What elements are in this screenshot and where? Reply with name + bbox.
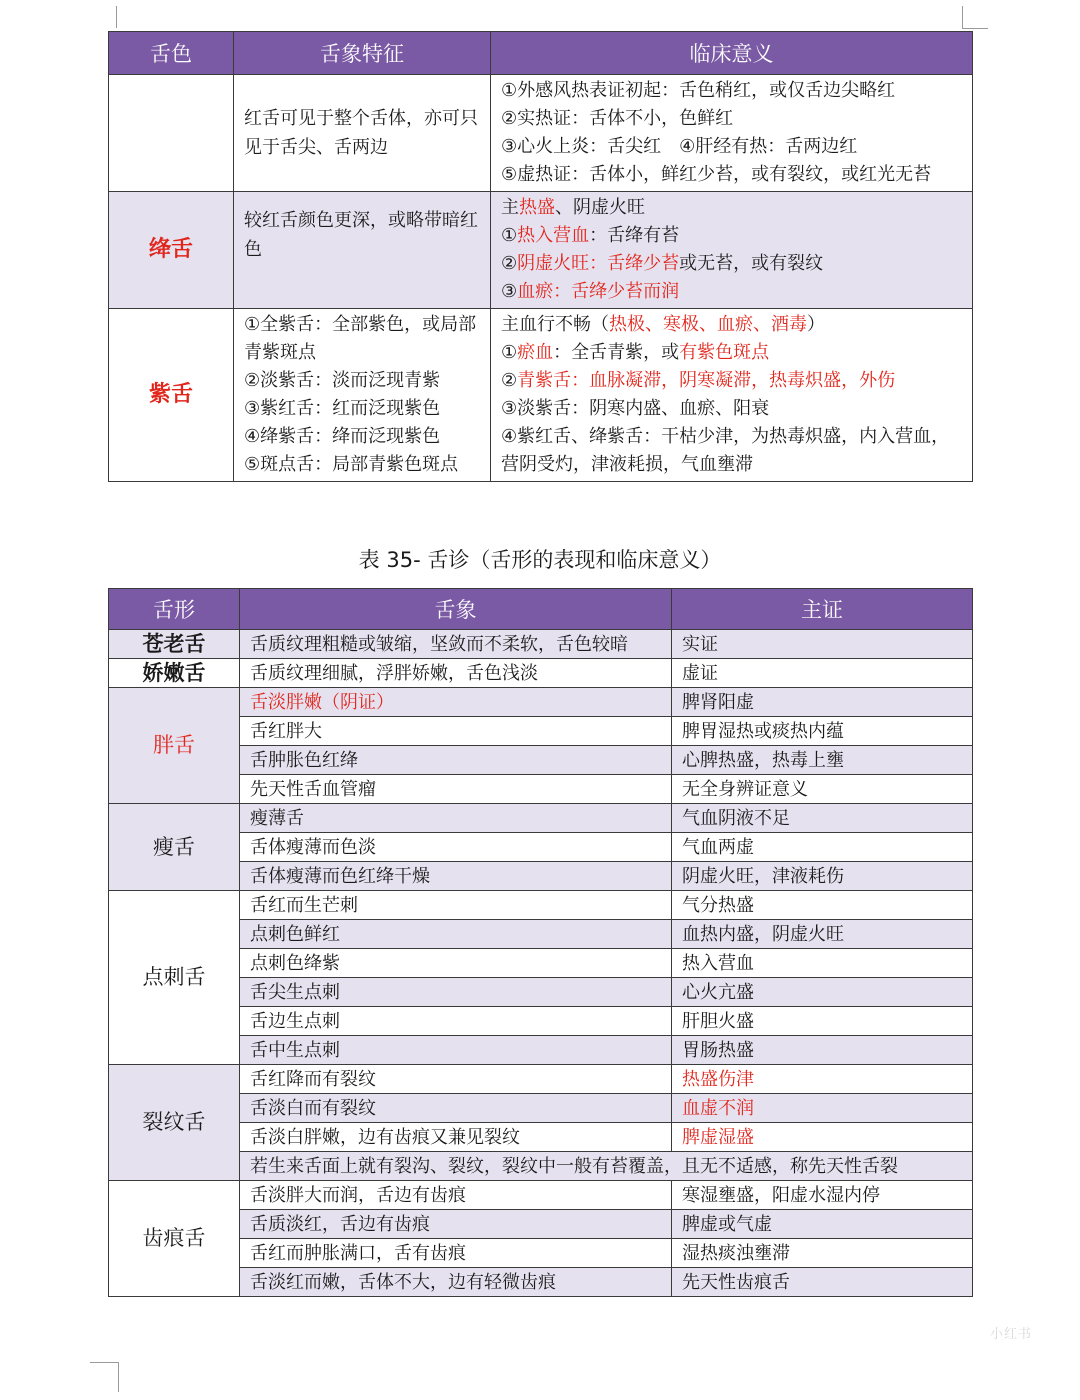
syndrome: 胃肠热盛 [672, 1036, 973, 1065]
meaning-line: ②实热证：舌体不小，色鲜红 [501, 108, 734, 129]
tongue-shape-name: 苍老舌 [109, 630, 240, 659]
meaning-text: ：全舌青紫，或 [553, 342, 680, 363]
meaning-line: ⑤虚热证：舌体小，鲜红少苔，或有裂纹，或红光无苔 [501, 164, 932, 185]
tongue-feature: 红舌可见于整个舌体，亦可只见于舌尖、舌两边 [234, 75, 491, 192]
tongue-sign: 舌红而肿胀满口，舌有齿痕 [240, 1239, 672, 1268]
syndrome: 心火亢盛 [672, 978, 973, 1007]
tongue-shape-table [108, 588, 973, 1297]
syndrome: 湿热痰浊壅滞 [672, 1239, 973, 1268]
meaning-highlight: 阴虚火旺：舌绛少苔 [517, 253, 680, 274]
tongue-sign: 舌边生点刺 [240, 1007, 672, 1036]
tongue-sign: 舌淡白而有裂纹 [240, 1094, 672, 1123]
meaning-text: 、阴虚火旺 [555, 197, 645, 218]
meaning-line [501, 278, 962, 306]
table-row [109, 688, 973, 717]
table-header-row [109, 589, 973, 630]
column-header: 舌象 [240, 589, 672, 630]
tongue-sign: 舌淡白胖嫩，边有齿痕又兼见裂纹 [240, 1123, 672, 1152]
meaning-line [501, 222, 962, 250]
feature-line: ⑤斑点舌：局部青紫色斑点 [244, 454, 459, 475]
tongue-sign: 点刺色鲜红 [240, 920, 672, 949]
syndrome: 血虚不润 [672, 1094, 973, 1123]
syndrome: 气血两虚 [672, 833, 973, 862]
tongue-sign: 先天性舌血管瘤 [240, 775, 672, 804]
tongue-color-name: 紫舌 [109, 309, 234, 482]
syndrome: 脾胃湿热或痰热内蕴 [672, 717, 973, 746]
clinical-meaning [491, 309, 973, 482]
table-row [109, 891, 973, 920]
tongue-sign: 舌体瘦薄而色红绛干燥 [240, 862, 672, 891]
clinical-meaning [491, 192, 973, 309]
tongue-shape-name: 瘦舌 [109, 804, 240, 891]
syndrome: 气分热盛 [672, 891, 973, 920]
meaning-line [501, 250, 962, 278]
tongue-color-table [108, 31, 973, 482]
tongue-sign: 点刺色绛紫 [240, 949, 672, 978]
meaning-text: 主 [501, 197, 519, 218]
meaning-highlight: 热入营血 [517, 225, 590, 246]
meaning-line [501, 194, 962, 222]
syndrome: 气血阴液不足 [672, 804, 973, 833]
tongue-shape-name: 娇嫩舌 [109, 659, 240, 688]
tongue-sign: 舌肿胀色红绛 [240, 746, 672, 775]
feature-line: ②淡紫舌：淡而泛现青紫 [244, 370, 441, 391]
tongue-sign: 舌红降而有裂纹 [240, 1065, 672, 1094]
crop-mark-top-right-horizontal [962, 28, 988, 29]
table-row-red-tongue [109, 75, 973, 192]
table-row [109, 1181, 973, 1210]
meaning-highlight: 热盛 [519, 197, 555, 218]
tongue-shape-name: 齿痕舌 [109, 1181, 240, 1297]
meaning-highlight: 血瘀：舌绛少苔而润 [517, 281, 680, 302]
syndrome: 虚证 [672, 659, 973, 688]
table-row [109, 1065, 973, 1094]
feature-line: ④绛紫舌：绛而泛现紫色 [244, 426, 441, 447]
meaning-text: ② [501, 370, 518, 391]
tongue-sign: 舌淡红而嫩，舌体不大，边有轻微齿痕 [240, 1268, 672, 1297]
column-header: 临床意义 [491, 32, 973, 75]
meaning-text: ：舌绛有苔 [589, 225, 680, 246]
table-header-row [109, 32, 973, 75]
column-header: 舌色 [109, 32, 234, 75]
tongue-feature [234, 309, 491, 482]
table-row [109, 659, 973, 688]
tongue-shape-name: 点刺舌 [109, 891, 240, 1065]
meaning-line: ④紫红舌、绛紫舌：干枯少津，为热毒炽盛，内入营血，营阴受灼，津液耗损，气血壅滞 [501, 426, 950, 475]
tongue-sign: 舌尖生点刺 [240, 978, 672, 1007]
syndrome: 脾虚湿盛 [672, 1123, 973, 1152]
table-row-purple-tongue [109, 309, 973, 482]
meaning-line: ③心火上炎：舌尖红 ④肝经有热：舌两边红 [501, 136, 858, 157]
meaning-text: ① [501, 225, 518, 246]
syndrome: 脾虚或气虚 [672, 1210, 973, 1239]
crop-mark-bottom-left-horizontal [90, 1362, 118, 1363]
tongue-feature: 较红舌颜色更深，或略带暗红色 [234, 192, 491, 309]
meaning-line: ③淡紫舌：阴寒内盛、血瘀、阳衰 [501, 398, 770, 419]
tongue-sign: 舌中生点刺 [240, 1036, 672, 1065]
syndrome: 无全身辨证意义 [672, 775, 973, 804]
tongue-sign: 舌淡胖大而润，舌边有齿痕 [240, 1181, 672, 1210]
tongue-color-name-empty [109, 75, 234, 192]
crop-mark-bottom-left-vertical [118, 1362, 119, 1392]
meaning-line [501, 367, 962, 395]
syndrome: 肝胆火盛 [672, 1007, 973, 1036]
column-header: 舌形 [109, 589, 240, 630]
tongue-sign: 舌质纹理粗糙或皱缩，坚敛而不柔软，舌色较暗 [240, 630, 672, 659]
table-row [109, 630, 973, 659]
syndrome: 热盛伤津 [672, 1065, 973, 1094]
meaning-text: 主血行不畅（ [501, 314, 609, 335]
syndrome: 先天性齿痕舌 [672, 1268, 973, 1297]
tongue-shape-name: 裂纹舌 [109, 1065, 240, 1181]
table-row-crimson-tongue [109, 192, 973, 309]
tongue-sign: 舌质纹理细腻，浮胖娇嫩，舌色浅淡 [240, 659, 672, 688]
meaning-line [501, 339, 962, 367]
syndrome: 阴虚火旺，津液耗伤 [672, 862, 973, 891]
meaning-text: ② [501, 253, 518, 274]
tongue-sign: 舌质淡红，舌边有齿痕 [240, 1210, 672, 1239]
crop-mark-top-left [116, 6, 117, 28]
tongue-sign: 舌体瘦薄而色淡 [240, 833, 672, 862]
meaning-highlight: 瘀血 [517, 342, 554, 363]
meaning-highlight: 有紫色斑点 [679, 342, 770, 363]
meaning-highlight: 青紫舌：血脉凝滞，阴寒凝滞，热毒炽盛，外伤 [517, 370, 896, 391]
watermark-logo: 小红书 [989, 1327, 1032, 1342]
tongue-sign: 瘦薄舌 [240, 804, 672, 833]
column-header: 主证 [672, 589, 973, 630]
meaning-line: ①外感风热表证初起：舌色稍红，或仅舌边尖略红 [501, 80, 896, 101]
syndrome: 热入营血 [672, 949, 973, 978]
tongue-sign: 舌淡胖嫩（阴证） [240, 688, 672, 717]
tongue-sign: 舌红胖大 [240, 717, 672, 746]
crop-mark-top-right-vertical [962, 6, 963, 28]
meaning-line [501, 311, 962, 339]
tongue-color-name: 绛舌 [109, 192, 234, 309]
table-title: 表 35- 舌诊（舌形的表现和临床意义） [358, 548, 722, 572]
meaning-text: ① [501, 342, 518, 363]
meaning-text: 或无苔，或有裂纹 [679, 253, 824, 274]
tongue-sign-note: 若生来舌面上就有裂沟、裂纹，裂纹中一般有苔覆盖，且无不适感，称先天性舌裂 [240, 1152, 973, 1181]
meaning-text: ③ [501, 281, 518, 302]
column-header: 舌象特征 [234, 32, 491, 75]
syndrome: 脾肾阳虚 [672, 688, 973, 717]
tongue-sign: 舌红而生芒刺 [240, 891, 672, 920]
table-row [109, 804, 973, 833]
meaning-text: ） [807, 314, 825, 335]
meaning-highlight: 热极、寒极、血瘀、酒毒 [609, 314, 807, 335]
tongue-shape-name: 胖舌 [109, 688, 240, 804]
syndrome: 实证 [672, 630, 973, 659]
syndrome: 血热内盛，阴虚火旺 [672, 920, 973, 949]
syndrome: 心脾热盛，热毒上壅 [672, 746, 973, 775]
feature-line: ①全紫舌：全部紫色，或局部青紫斑点 [244, 314, 477, 363]
syndrome: 寒湿壅盛，阳虚水湿内停 [672, 1181, 973, 1210]
feature-line: ③紫红舌：红而泛现紫色 [244, 398, 441, 419]
clinical-meaning [491, 75, 973, 192]
